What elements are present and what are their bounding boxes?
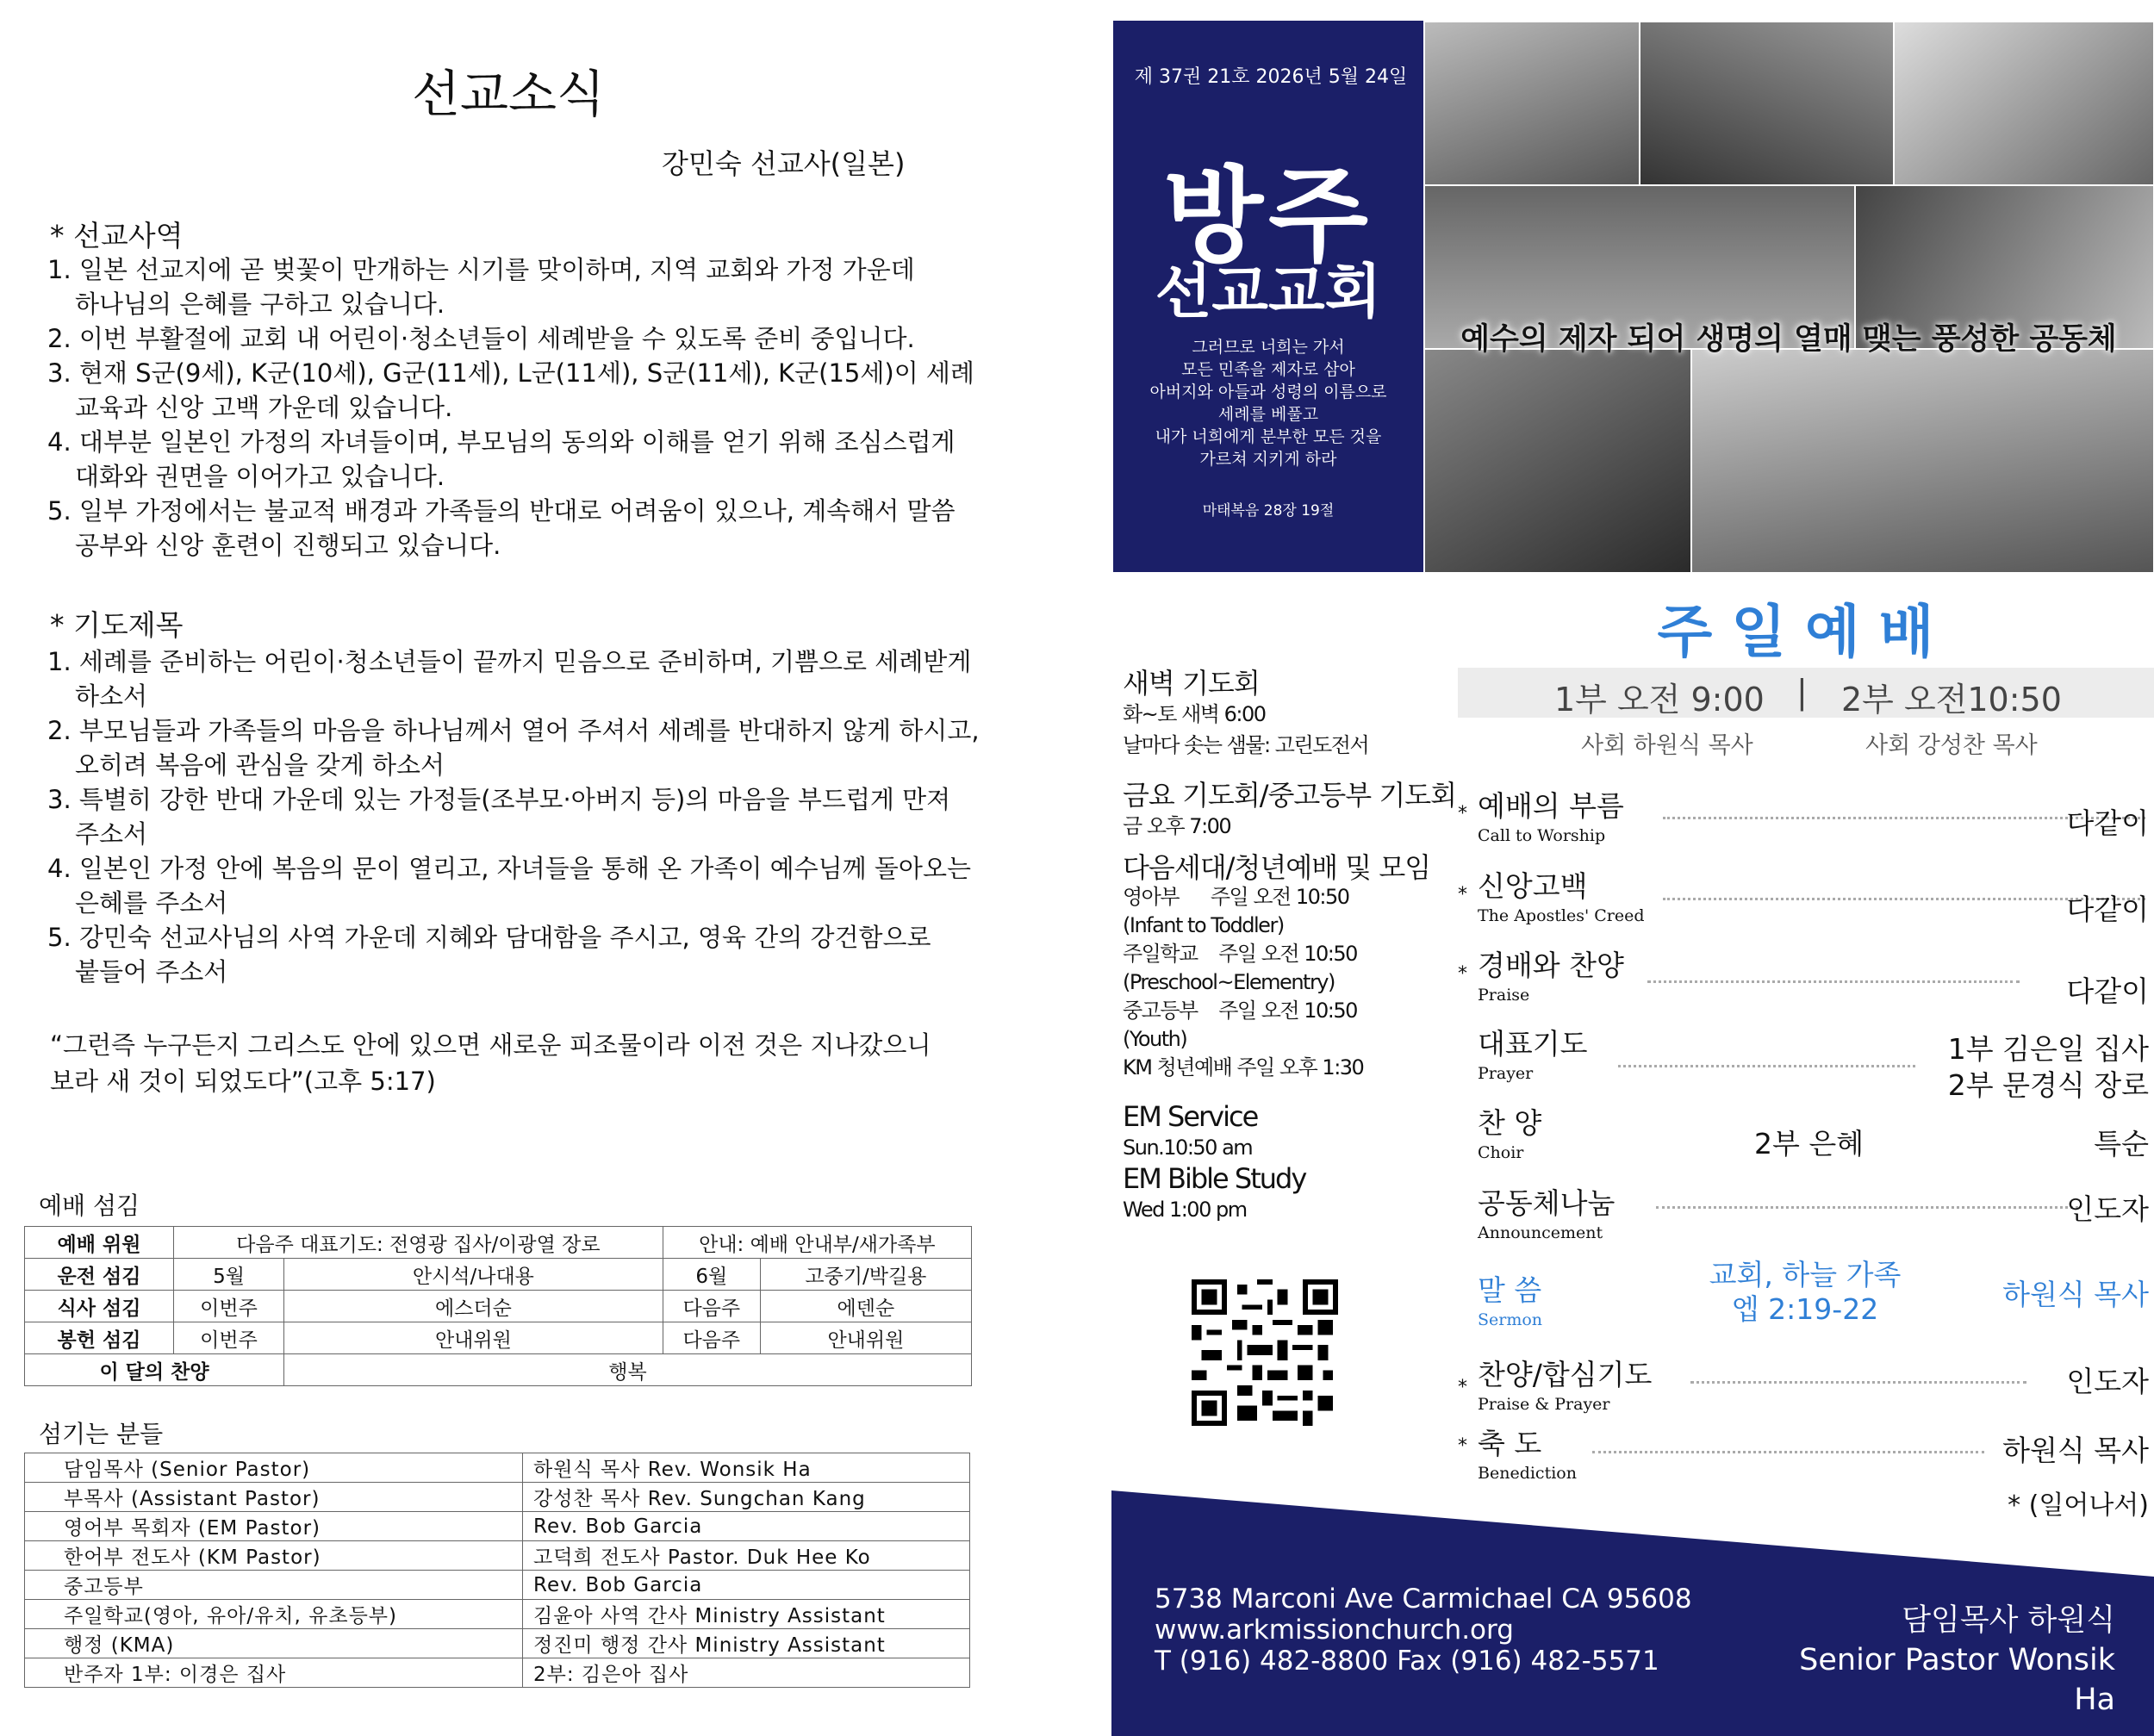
staff-role: 한어부 전도사 (KM Pastor)	[25, 1541, 523, 1571]
next-gen-line: KM 청년예배 주일 오후 1:30	[1123, 1055, 1364, 1080]
first-service-time: 1부 오전 9:00	[1554, 681, 1765, 719]
order-title-en: Praise	[1478, 986, 1530, 1005]
order-leader: 다같이	[2066, 974, 2149, 1008]
next-gen-line: (Infant to Toddler)	[1123, 913, 1284, 937]
staff-role: 부목사 (Assistant Pastor)	[25, 1483, 523, 1512]
order-leader: 다같이	[2066, 893, 2149, 926]
table-cell: 안내: 예배 안내부/새가족부	[663, 1227, 971, 1259]
church-phone: T (916) 482-8800 Fax (916) 482-5571	[1155, 1646, 1659, 1677]
staff-person: 고덕희 전도사 Pastor. Duk Hee Ko	[523, 1541, 970, 1571]
order-choir	[1478, 1101, 1541, 1162]
next-gen-title: 다음세대/청년예배 및 모임	[1123, 851, 1431, 884]
em-service-time: Sun.10:50 am	[1123, 1136, 1253, 1160]
table-cell: 운전 섬김	[25, 1259, 174, 1291]
time-separator: |	[1796, 673, 1808, 711]
order-title-en: Call to Worship	[1478, 826, 1606, 845]
mission-work-line: 4. 대부분 일본인 가정의 자녀들이며, 부모님의 동의와 이해를 얻기 위해 조심스럽게	[47, 427, 956, 457]
staff-person: Rev. Bob Garcia	[523, 1512, 970, 1541]
table-row	[25, 1512, 970, 1541]
dawn-prayer-theme: 날마다 솟는 샘물: 고린도전서	[1123, 733, 1369, 757]
choir-name: 2부 은혜	[1754, 1127, 1865, 1160]
table-cell: 6월	[663, 1259, 760, 1291]
standing-star-icon: *	[1458, 803, 1467, 824]
prayer-line: 5. 강민숙 선교사님의 사역 가운데 지혜와 담대함을 주시고, 영육 간의 강건함으로	[47, 923, 931, 952]
standing-star-icon: *	[1458, 963, 1467, 985]
prayer-line: 4. 일본인 가정 안에 복음의 문이 열리고, 자녀들을 통해 온 가족이 예수님께 돌아오는	[47, 854, 971, 883]
service-team-table	[24, 1226, 972, 1386]
order-call-to-worship	[1478, 784, 1624, 845]
table-row	[25, 1322, 972, 1354]
table-cell: 다음주 대표기도: 전영광 집사/이광열 장로	[174, 1227, 663, 1259]
staff-person: Rev. Bob Garcia	[523, 1571, 970, 1600]
staff-table	[24, 1453, 970, 1688]
table-cell: 에스더순	[284, 1291, 663, 1322]
table-row	[25, 1629, 970, 1658]
vision-banner: 예수의 제자 되어 생명의 열매 맺는 풍성한 공동체	[1460, 322, 2117, 357]
qr-code-icon	[1192, 1279, 1338, 1426]
staff-person: 하원식 목사 Rev. Wonsik Ha	[523, 1453, 970, 1483]
order-title: 예배의 부름	[1478, 789, 1624, 823]
sermon-title: 교회, 하늘 가족	[1709, 1258, 1902, 1291]
table-row	[25, 1571, 970, 1600]
staff-role: 영어부 목회자 (EM Pastor)	[25, 1512, 523, 1541]
missionary-name: 강민숙 선교사(일본)	[662, 147, 906, 180]
table-row	[25, 1453, 970, 1483]
mission-work-line: 하나님의 은혜를 구하고 있습니다.	[75, 289, 445, 319]
photo-image	[1423, 21, 1642, 188]
order-benediction	[1478, 1422, 1577, 1483]
table-row	[25, 1541, 970, 1571]
mission-work-line: 1. 일본 선교지에 곧 벚꽃이 만개하는 시기를 맞이하며, 지역 교회와 가정 가운데	[47, 255, 915, 284]
service-times	[1458, 668, 2154, 718]
senior-pastor-ko: 담임목사 하원식	[1902, 1603, 2115, 1638]
next-gen-line: (Preschool~Elementry)	[1123, 970, 1335, 994]
order-leader-line: 1부 김은일 집사	[1947, 1032, 2149, 1066]
verse-line: 모든 민족을 제자로 삼아	[1181, 360, 1355, 379]
prayer-line: 붙들어 주소서	[75, 957, 228, 986]
staff-role: 반주자 1부: 이경은 집사	[25, 1658, 523, 1688]
order-sermon	[1478, 1268, 1542, 1329]
table-cell: 5월	[174, 1259, 284, 1291]
verse-reference: 마태복음 28장 19절	[1202, 502, 1335, 520]
table-row	[25, 1483, 970, 1512]
order-praise-prayer	[1478, 1353, 1652, 1414]
order-leader: 하원식 목사	[2002, 1434, 2149, 1467]
cover-verse	[1113, 336, 1423, 470]
order-title-en: Choir	[1478, 1143, 1524, 1162]
leader-dots	[1656, 1206, 2078, 1209]
staff-person: 강성찬 목사 Rev. Sungchan Kang	[523, 1483, 970, 1512]
prayer-line: 1. 세례를 준비하는 어린이·청소년들이 끝까지 믿음으로 준비하며, 기쁨으로 세례받게	[47, 647, 972, 676]
order-leader: 특순	[2094, 1127, 2149, 1160]
staff-role: 주일학교(영아, 유아/유치, 유초등부)	[25, 1600, 523, 1629]
staff-role: 중고등부	[25, 1571, 523, 1600]
table-row	[25, 1291, 972, 1322]
staff-role: 행정 (KMA)	[25, 1629, 523, 1658]
sunday-worship-title: 주일예배	[1657, 599, 1953, 665]
prayer-line: 3. 특별히 강한 반대 가운데 있는 가정들(조부모·아버지 등)의 마음을 부드럽게 만져	[47, 785, 951, 814]
standing-star-icon: *	[1458, 1435, 1467, 1457]
order-leader: 인도자	[2066, 1365, 2149, 1398]
order-title: 공동체나눔	[1478, 1186, 1616, 1220]
em-bible-study-title: EM Bible Study	[1123, 1162, 1306, 1195]
em-service-title: EM Service	[1123, 1100, 1258, 1133]
table-row	[25, 1658, 970, 1688]
standing-star-icon: *	[1458, 1377, 1467, 1398]
verse-line: 세례를 베풀고	[1217, 405, 1319, 424]
leader-dots	[1647, 980, 2020, 983]
mission-work-line: 교육과 신앙 고백 가운데 있습니다.	[75, 393, 453, 422]
table-row	[25, 1354, 972, 1386]
prayer-line: 오히려 복음에 관심을 갖게 하소서	[75, 750, 445, 780]
table-cell: 이번주	[174, 1322, 284, 1354]
church-name-sub: 선교교회	[1155, 258, 1382, 327]
photo-collage	[1423, 21, 2154, 572]
order-leader-line: 2부 문경식 장로	[1947, 1068, 2149, 1102]
scripture-quote-line: “그런즉 누구든지 그리스도 안에 있으면 새로운 피조물이라 이전 것은 지나갔으니	[50, 1030, 931, 1060]
order-title-en: The Apostles' Creed	[1478, 906, 1645, 925]
prayer-line: 하소서	[75, 681, 148, 711]
table-cell: 행복	[284, 1354, 972, 1386]
next-gen-line: (Youth)	[1123, 1027, 1187, 1051]
table-row	[25, 1227, 972, 1259]
table-cell: 봉헌 섬김	[25, 1322, 174, 1354]
mission-work-line: 2. 이번 부활절에 교회 내 어린이·청소년들이 세례받을 수 있도록 준비 중입니다.	[47, 324, 915, 353]
order-title-en: Benediction	[1478, 1464, 1577, 1483]
verse-line: 내가 너희에게 분부한 모든 것을	[1155, 427, 1382, 446]
table-cell: 에덴순	[760, 1291, 971, 1322]
senior-pastor-en: Senior Pastor Wonsik Ha	[1799, 1643, 2115, 1717]
table-cell: 이번주	[174, 1291, 284, 1322]
order-title: 경배와 찬양	[1478, 949, 1624, 982]
leader-dots	[1690, 1381, 2026, 1384]
schedule-column	[1123, 668, 1456, 1225]
photo-image	[1893, 21, 2154, 188]
scripture-quote-line: 보라 새 것이 되었도다”(고후 5:17)	[50, 1067, 436, 1096]
order-title: 신앙고백	[1478, 869, 1588, 903]
church-address: 5738 Marconi Ave Carmichael CA 95608	[1155, 1584, 1692, 1615]
order-title: 찬양/합심기도	[1478, 1358, 1653, 1391]
next-gen-line: 영아부 주일 오전 10:50	[1123, 885, 1349, 909]
table-cell: 식사 섬김	[25, 1291, 174, 1322]
order-title-en: Sermon	[1478, 1310, 1543, 1329]
verse-line: 가르쳐 지키게 하라	[1199, 450, 1337, 469]
church-name-main: 방주	[1163, 157, 1373, 277]
friday-prayer-title: 금요 기도회/중고등부 기도회	[1123, 779, 1457, 812]
service-team-label: 예배 섬김	[39, 1192, 140, 1220]
table-cell: 안내위원	[284, 1322, 663, 1354]
second-service-time: 2부 오전10:50	[1841, 681, 2062, 719]
table-cell: 이 달의 찬양	[25, 1354, 284, 1386]
em-bible-study-time: Wed 1:00 pm	[1123, 1198, 1247, 1222]
next-gen-line: 주일학교 주일 오전 10:50	[1123, 942, 1357, 966]
order-title-en: Praise & Prayer	[1478, 1395, 1610, 1414]
table-cell: 다음주	[663, 1291, 760, 1322]
senior-pastor-credit	[1766, 1601, 2115, 1720]
prayer-line: 2. 부모님들과 가족들의 마음을 하나님께서 열어 주셔서 세례를 반대하지 않게 하시고,	[47, 716, 980, 745]
standing-star-icon: *	[1458, 884, 1467, 905]
table-cell: 다음주	[663, 1322, 760, 1354]
prayer-list	[47, 644, 980, 989]
church-website: www.arkmissionchurch.org	[1155, 1615, 1514, 1646]
order-leader	[1948, 1031, 2149, 1104]
dawn-prayer-title: 새벽 기도회	[1123, 667, 1260, 700]
leader-dots	[1618, 1065, 1915, 1067]
mission-work-line: 3. 현재 S군(9세), K군(10세), G군(11세), L군(11세), S군(11세), K군(15세)이 세례	[47, 358, 974, 388]
dawn-prayer-time: 화~토 새벽 6:00	[1123, 702, 1266, 726]
staff-label: 섬기는 분들	[39, 1420, 164, 1448]
next-gen-line: 중고등부 주일 오전 10:50	[1123, 999, 1357, 1023]
table-cell: 안내위원	[760, 1322, 971, 1354]
verse-line: 그러므로 너희는 가서	[1192, 338, 1345, 357]
section-prayer-title: * 기도제목	[50, 608, 184, 642]
photo-image	[1639, 21, 1896, 188]
order-praise	[1478, 943, 1624, 1005]
order-apostles-creed	[1478, 864, 1645, 925]
order-title-en: Prayer	[1478, 1064, 1534, 1083]
table-cell: 고중기/박길용	[760, 1259, 971, 1291]
photo-image	[1423, 348, 1694, 574]
staff-person: 2부: 김은아 집사	[523, 1658, 970, 1688]
order-leader: 다같이	[2066, 806, 2149, 840]
staff-person: 정진미 행정 간사 Ministry Assistant	[523, 1629, 970, 1658]
church-contact	[1155, 1584, 1692, 1677]
mission-work-list	[47, 252, 974, 563]
table-cell: 예배 위원	[25, 1227, 174, 1259]
preacher: 하원식 목사	[2002, 1278, 2149, 1311]
first-service-leader: 사회 하원식 목사	[1581, 732, 1753, 759]
order-prayer	[1478, 1022, 1588, 1083]
table-row	[25, 1600, 970, 1629]
second-service-leader: 사회 강성찬 목사	[1865, 732, 2038, 759]
friday-prayer-time: 금 오후 7:00	[1123, 814, 1231, 838]
standing-note: * (일어나서)	[2008, 1490, 2149, 1521]
staff-person: 김윤아 사역 간사 Ministry Assistant	[523, 1600, 970, 1629]
order-announcement	[1478, 1181, 1615, 1242]
leader-dots	[1592, 1451, 1984, 1453]
verse-line: 아버지와 아들과 성령의 이름으로	[1149, 383, 1387, 401]
sermon-passage: 엡 2:19-22	[1731, 1292, 1879, 1326]
prayer-line: 주소서	[75, 819, 148, 849]
order-title: 대표기도	[1478, 1027, 1588, 1061]
order-title: 찬 양	[1478, 1106, 1542, 1140]
photo-image	[1690, 348, 2154, 574]
issue-info: 제 37권 21호 2026년 5월 24일	[1134, 66, 1408, 88]
section-mission-work-title: * 선교사역	[50, 219, 184, 252]
mission-work-line: 공부와 신앙 훈련이 진행되고 있습니다.	[75, 531, 501, 560]
prayer-line: 은혜를 주소서	[75, 888, 228, 918]
table-cell: 안시석/나대용	[284, 1259, 663, 1291]
order-title-en: Announcement	[1478, 1223, 1603, 1242]
mission-work-line: 대화와 권면을 이어가고 있습니다.	[75, 462, 445, 491]
mission-work-line: 5. 일부 가정에서는 불교적 배경과 가족들의 반대로 어려움이 있으나, 계속해서 말씀	[47, 496, 956, 526]
sermon-info	[1697, 1258, 1913, 1327]
order-title: 축 도	[1478, 1427, 1542, 1460]
table-row	[25, 1259, 972, 1291]
staff-role: 담임목사 (Senior Pastor)	[25, 1453, 523, 1483]
order-leader: 인도자	[2066, 1192, 2149, 1226]
scripture-quote	[50, 1027, 931, 1099]
order-title: 말 씀	[1478, 1273, 1542, 1307]
mission-title: 선교소식	[411, 65, 606, 123]
